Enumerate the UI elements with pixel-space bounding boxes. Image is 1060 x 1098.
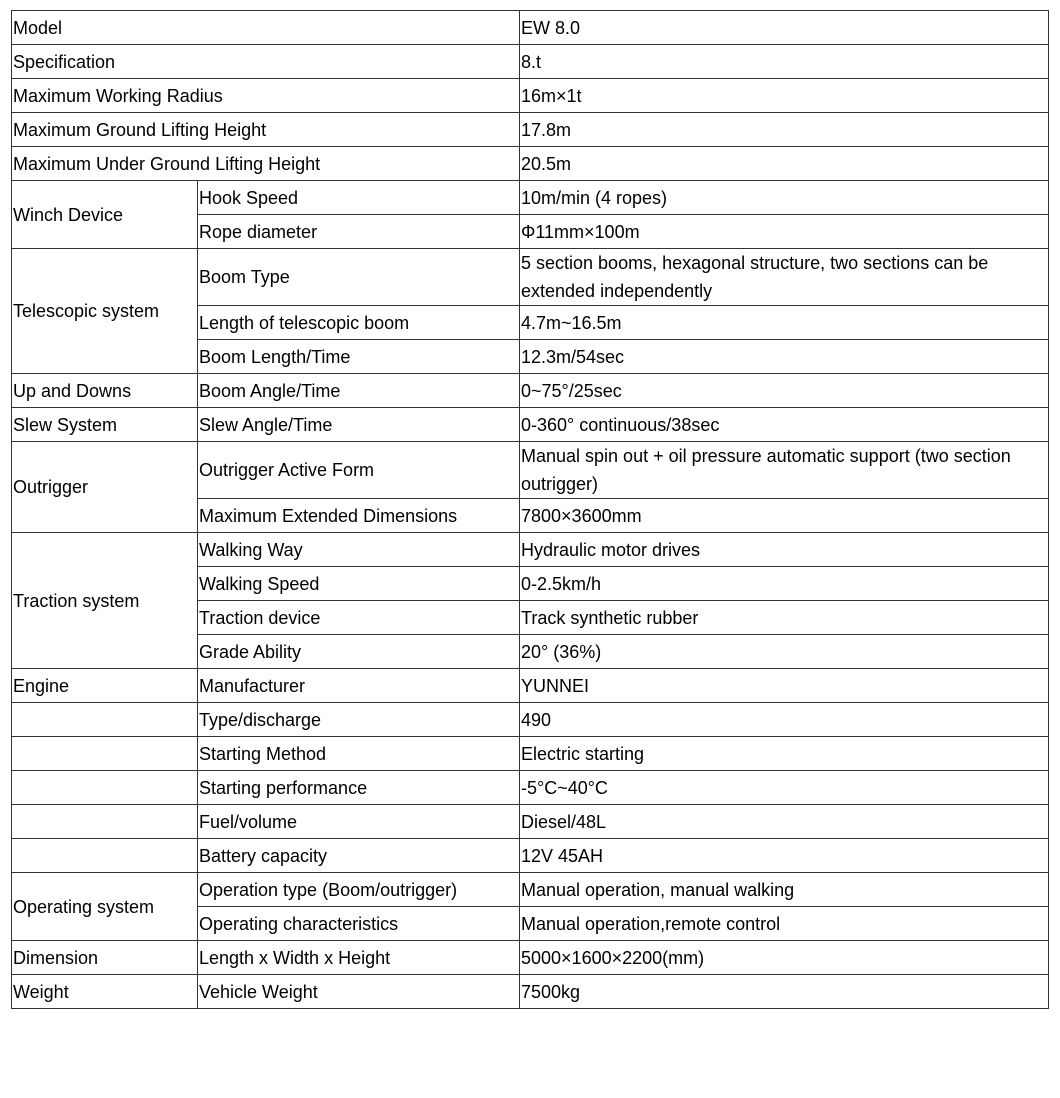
param-cell: Vehicle Weight: [198, 975, 520, 1009]
category-up-and-downs: Up and Downs: [12, 374, 198, 408]
table-row: [12, 941, 1049, 975]
param-cell: Type/discharge: [198, 703, 520, 737]
row-value-specification: 8.t: [520, 45, 1049, 79]
category-telescopic-system: Telescopic system: [12, 249, 198, 374]
category-traction-system: Traction system: [12, 533, 198, 669]
table-row: [12, 113, 1049, 147]
row-value-max-under-ground-lift: 20.5m: [520, 147, 1049, 181]
table-row: [12, 11, 1049, 45]
value-cell: Track synthetic rubber: [520, 601, 1049, 635]
row-label-specification: Specification: [12, 45, 520, 79]
value-cell: 20° (36%): [520, 635, 1049, 669]
table-row: [12, 839, 1049, 873]
table-row: [12, 147, 1049, 181]
empty-cell: [12, 737, 198, 771]
table-row: [12, 975, 1049, 1009]
table-row: [12, 703, 1049, 737]
table-row: [12, 805, 1049, 839]
value-cell: 12.3m/54sec: [520, 340, 1049, 374]
category-weight: Weight: [12, 975, 198, 1009]
value-cell: Manual operation,remote control: [520, 907, 1049, 941]
param-cell: Manufacturer: [198, 669, 520, 703]
table-row: [12, 79, 1049, 113]
param-cell: Boom Type: [198, 249, 520, 306]
value-cell: 7500kg: [520, 975, 1049, 1009]
value-cell: Electric starting: [520, 737, 1049, 771]
param-cell: Traction device: [198, 601, 520, 635]
empty-cell: [12, 703, 198, 737]
value-cell: 7800×3600mm: [520, 499, 1049, 533]
value-cell: 4.7m~16.5m: [520, 306, 1049, 340]
table-row: [12, 873, 1049, 907]
value-cell: 490: [520, 703, 1049, 737]
value-cell: Manual spin out + oil pressure automatic support (two section outrigger): [520, 442, 1049, 499]
table-row: [12, 669, 1049, 703]
value-cell: Diesel/48L: [520, 805, 1049, 839]
value-cell: 0-360° continuous/38sec: [520, 408, 1049, 442]
param-cell: Boom Angle/Time: [198, 374, 520, 408]
value-cell: 10m/min (4 ropes): [520, 181, 1049, 215]
empty-cell: [12, 839, 198, 873]
table-row: [12, 249, 1049, 306]
value-cell: Manual operation, manual walking: [520, 873, 1049, 907]
value-cell: 12V 45AH: [520, 839, 1049, 873]
row-label-max-under-ground-lift: Maximum Under Ground Lifting Height: [12, 147, 520, 181]
param-cell: Length x Width x Height: [198, 941, 520, 975]
param-cell: Walking Speed: [198, 567, 520, 601]
param-cell: Grade Ability: [198, 635, 520, 669]
category-operating-system: Operating system: [12, 873, 198, 941]
param-cell: Starting performance: [198, 771, 520, 805]
table-row: [12, 408, 1049, 442]
value-cell: YUNNEI: [520, 669, 1049, 703]
table-row: [12, 442, 1049, 499]
param-cell: Outrigger Active Form: [198, 442, 520, 499]
param-cell: Slew Angle/Time: [198, 408, 520, 442]
param-cell: Operation type (Boom/outrigger): [198, 873, 520, 907]
row-label-model: Model: [12, 11, 520, 45]
value-cell: Hydraulic motor drives: [520, 533, 1049, 567]
row-label-max-working-radius: Maximum Working Radius: [12, 79, 520, 113]
row-value-model: EW 8.0: [520, 11, 1049, 45]
param-cell: Fuel/volume: [198, 805, 520, 839]
row-value-max-working-radius: 16m×1t: [520, 79, 1049, 113]
table-row: [12, 737, 1049, 771]
param-cell: Hook Speed: [198, 181, 520, 215]
param-cell: Rope diameter: [198, 215, 520, 249]
category-dimension: Dimension: [12, 941, 198, 975]
table-row: [12, 45, 1049, 79]
spec-table-container: [11, 10, 1049, 1009]
table-row: [12, 771, 1049, 805]
param-cell: Battery capacity: [198, 839, 520, 873]
category-winch-device: Winch Device: [12, 181, 198, 249]
value-cell: -5°C~40°C: [520, 771, 1049, 805]
category-engine: Engine: [12, 669, 198, 703]
value-cell: Φ11mm×100m: [520, 215, 1049, 249]
param-cell: Walking Way: [198, 533, 520, 567]
value-cell: 0~75°/25sec: [520, 374, 1049, 408]
table-row: [12, 374, 1049, 408]
param-cell: Length of telescopic boom: [198, 306, 520, 340]
empty-cell: [12, 771, 198, 805]
param-cell: Maximum Extended Dimensions: [198, 499, 520, 533]
table-row: [12, 533, 1049, 567]
category-slew-system: Slew System: [12, 408, 198, 442]
param-cell: Boom Length/Time: [198, 340, 520, 374]
param-cell: Operating characteristics: [198, 907, 520, 941]
empty-cell: [12, 805, 198, 839]
value-cell: 0-2.5km/h: [520, 567, 1049, 601]
row-value-max-ground-lift: 17.8m: [520, 113, 1049, 147]
value-cell: 5 section booms, hexagonal structure, two sections can be extended independently: [520, 249, 1049, 306]
category-outrigger: Outrigger: [12, 442, 198, 533]
row-label-max-ground-lift: Maximum Ground Lifting Height: [12, 113, 520, 147]
table-row: [12, 181, 1049, 215]
param-cell: Starting Method: [198, 737, 520, 771]
spec-table: [11, 10, 1049, 1009]
value-cell: 5000×1600×2200(mm): [520, 941, 1049, 975]
